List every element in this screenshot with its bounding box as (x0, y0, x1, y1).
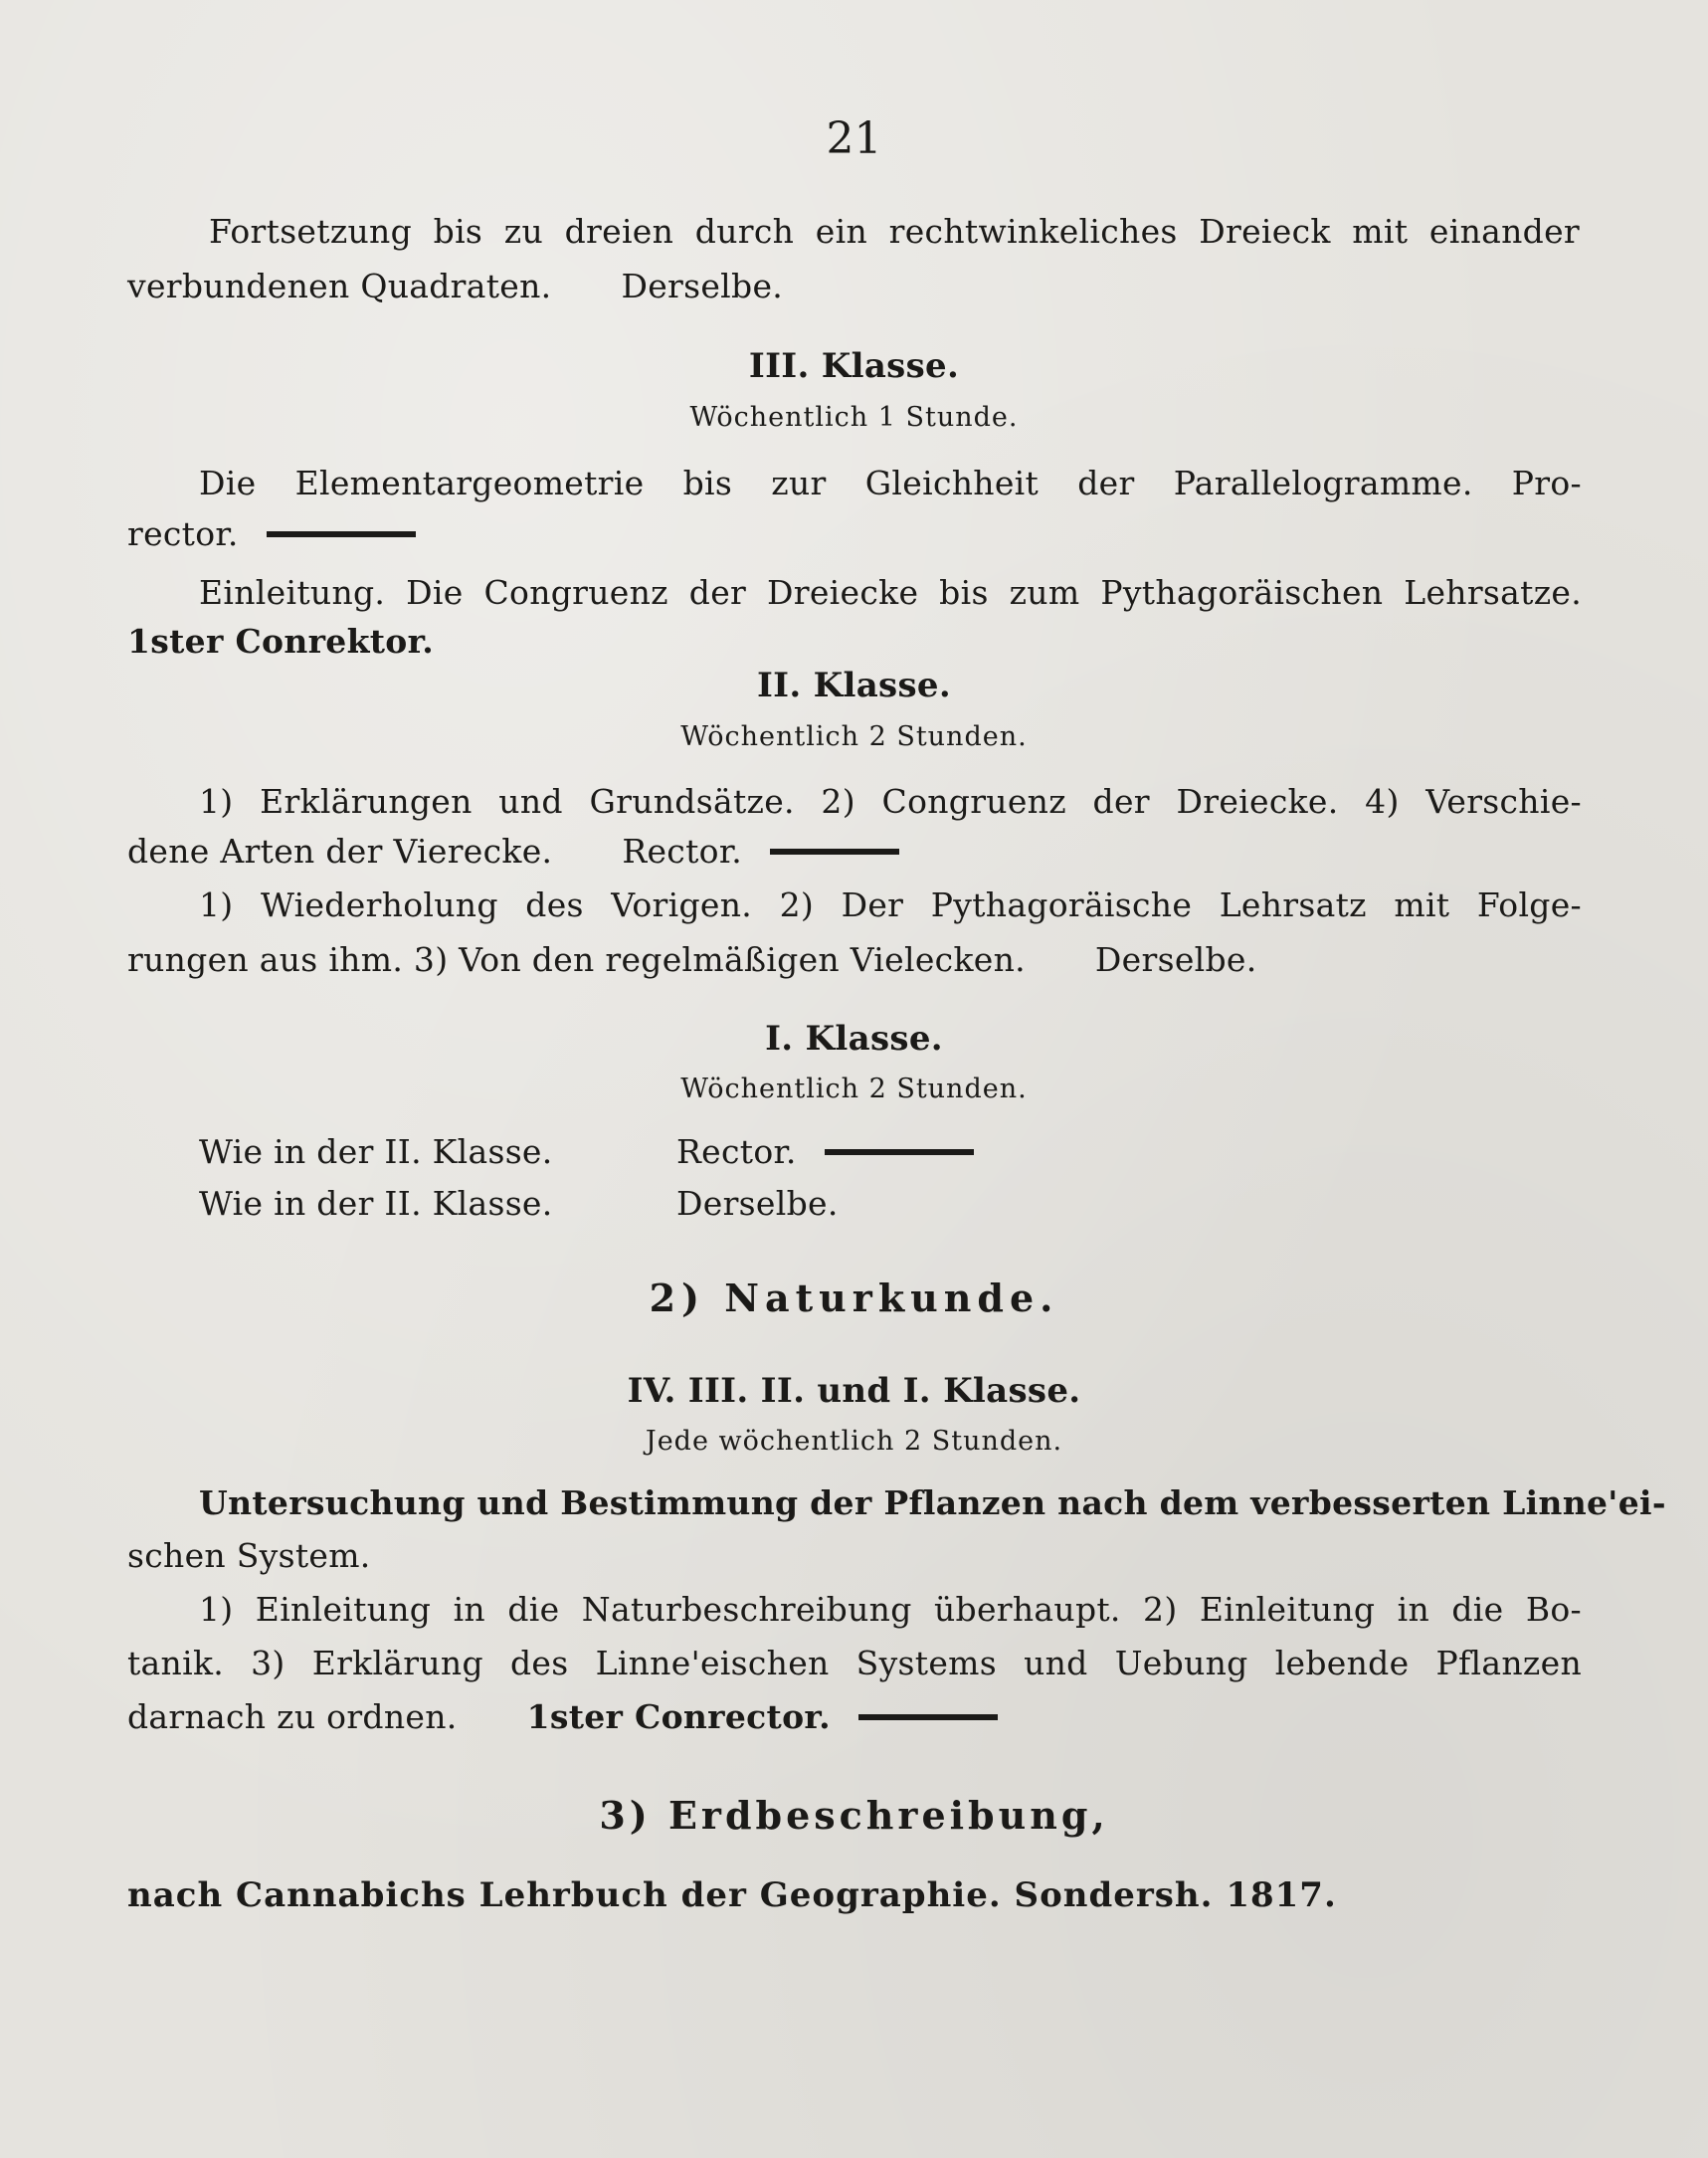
page-number: 21 (826, 113, 882, 164)
text-line: tanik. 3) Erklärung des Linne'eischen Systems und Uebung lebende Pflanzen (127, 1644, 1582, 1682)
class-subheading: Wöchentlich 1 Stunde. (689, 402, 1019, 433)
text-span: Wie in der II. Klasse. (199, 1184, 553, 1223)
text-line: Einleitung. Die Congruenz der Dreiecke bis zum Pythagoräischen Lehrsatze. (199, 573, 1582, 612)
text-line: 1) Einleitung in die Naturbeschreibung überhaupt. 2) Einleitung in die Bo- (199, 1590, 1582, 1629)
separator-rule (770, 849, 899, 855)
teacher-name: 1ster Conrektor. (127, 622, 435, 661)
text-line (127, 1697, 998, 1737)
text-line: Untersuchung und Bestimmung der Pflanzen nach dem verbesserten Linne'ei- (199, 1483, 1666, 1522)
text-line (127, 940, 1257, 980)
class-subheading: Wöchentlich 2 Stunden. (680, 721, 1028, 752)
text-line (199, 1184, 839, 1224)
text-line: nach Cannabichs Lehrbuch der Geographie. Sondersh. 1817. (127, 1875, 1337, 1915)
text-line (127, 514, 416, 554)
class-heading: II. Klasse. (756, 666, 952, 705)
text-line: schen System. (127, 1536, 371, 1575)
text-line (199, 1132, 974, 1172)
separator-rule (825, 1149, 974, 1155)
text-span: rungen aus ihm. 3) Von den regelmäßigen Vielecken. (127, 940, 1026, 979)
section-heading: 3) Erdbeschreibung, (599, 1793, 1109, 1838)
teacher-name: Derselbe. (621, 267, 784, 305)
teacher-name: Rector. (676, 1132, 797, 1171)
teacher-name: rector. (127, 514, 239, 553)
class-heading: III. Klasse. (748, 346, 960, 386)
class-subheading: Jede wöchentlich 2 Stunden. (645, 1426, 1063, 1457)
text-span: dene Arten der Vierecke. (127, 832, 553, 871)
class-heading: I. Klasse. (765, 1019, 943, 1059)
text-line (127, 832, 899, 872)
teacher-name: Derselbe. (676, 1184, 839, 1223)
class-subheading: Wöchentlich 2 Stunden. (680, 1074, 1028, 1104)
section-heading: 2) Naturkunde. (649, 1275, 1059, 1320)
text-line: Die Elementargeometrie bis zur Gleichheit der Parallelogramme. Pro- (199, 464, 1582, 502)
text-line: Fortsetzung bis zu dreien durch ein rechtwinkeliches Dreieck mit einander (209, 212, 1580, 251)
text-span: darnach zu ordnen. (127, 1697, 458, 1736)
class-heading: IV. III. II. und I. Klasse. (627, 1371, 1081, 1411)
text-line (127, 267, 783, 306)
teacher-name: 1ster Conrector. (526, 1697, 831, 1736)
teacher-name: Rector. (622, 832, 743, 871)
teacher-name: Derselbe. (1094, 940, 1257, 979)
text-span: verbundenen Quadraten. (127, 267, 552, 305)
text-line: 1) Wiederholung des Vorigen. 2) Der Pythagoräische Lehrsatz mit Folge- (199, 885, 1582, 924)
text-span: Wie in der II. Klasse. (199, 1132, 553, 1171)
text-line: 1) Erklärungen und Grundsätze. 2) Congruenz der Dreiecke. 4) Verschie- (199, 782, 1582, 821)
separator-rule (858, 1714, 998, 1720)
separator-rule (267, 531, 416, 537)
